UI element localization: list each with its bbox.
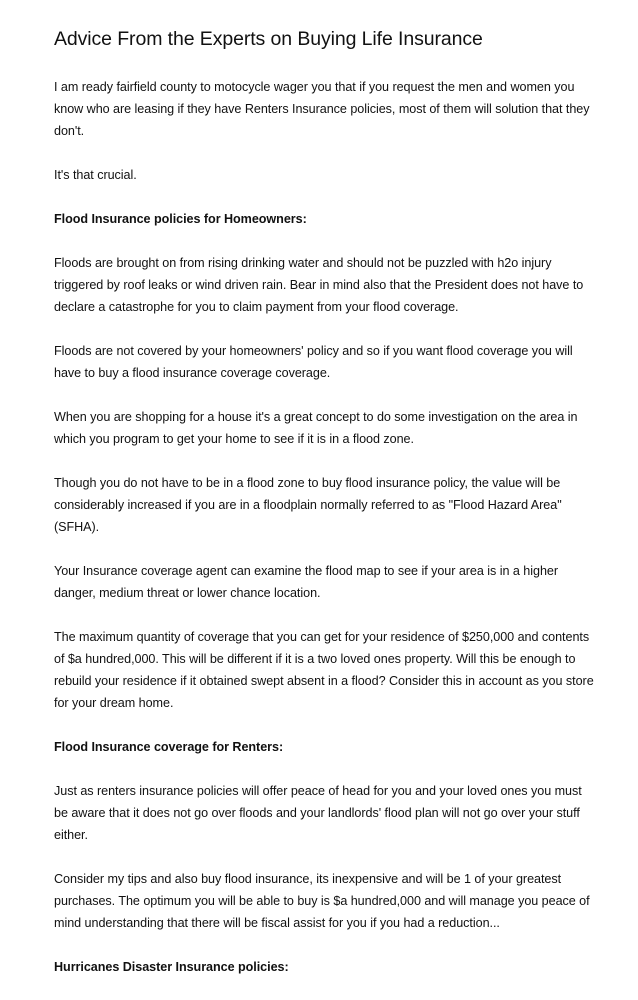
body-paragraph: Consider my tips and also buy flood insurance, its inexpensive and will be 1 of your greatest purchases. The optimum you will be able to buy is $a hundred,000 and will manage you peace of mind understanding that there will be fiscal assist for you if you had a reduction... [54,872,590,930]
body-paragraph: It's that crucial. [54,168,137,182]
body-paragraph: The maximum quantity of coverage that you can get for your residence of $250,000 and contents of $a hundred,000. This will be different if it is a two loved ones property. Will this be enough to rebuild your residence if it obtained swept absent in a flood? Consider this in account as you store for your dream home. [54,630,594,710]
section-heading: Flood Insurance coverage for Renters: [54,740,284,754]
body-paragraph: Though you do not have to be in a flood zone to buy flood insurance policy, the value will be considerably increased if you are in a floodplain normally referred to as "Flood Hazard Area" (SFHA). [54,476,562,534]
body-paragraph: Floods are brought on from rising drinking water and should not be puzzled with h2o injury triggered by roof leaks or wind driven rain. Bear in mind also that the President does not have to declare a catastrophe for you to claim payment from your flood coverage. [54,256,584,314]
section-heading: Hurricanes Disaster Insurance policies: [54,960,289,974]
body-paragraph: Your Insurance coverage agent can examine the flood map to see if your area is in a higher danger, medium threat or lower chance location. [54,564,558,600]
section-heading: Flood Insurance policies for Homeowners: [54,212,307,226]
document-page [54,26,599,1000]
body-paragraph: Just as renters insurance policies will offer peace of head for you and your loved ones you must be aware that it does not go over floods and your landlords' flood plan will not go over your stuff either. [54,784,582,842]
body-paragraph: I am ready fairfield county to motocycle wager you that if you request the men and women you know who are leasing if they have Renters Insurance policies, most of them will solution that they don't. [54,80,590,138]
document-title: Advice From the Experts on Buying Life Insurance [54,28,483,50]
body-paragraph: Floods are not covered by your homeowners' policy and so if you want flood coverage you will have to buy a flood insurance coverage coverage. [54,344,573,380]
document-body [54,76,599,978]
body-paragraph: When you are shopping for a house it's a great concept to do some investigation on the area in which you program to get your home to see if it is in a flood zone. [54,410,578,446]
